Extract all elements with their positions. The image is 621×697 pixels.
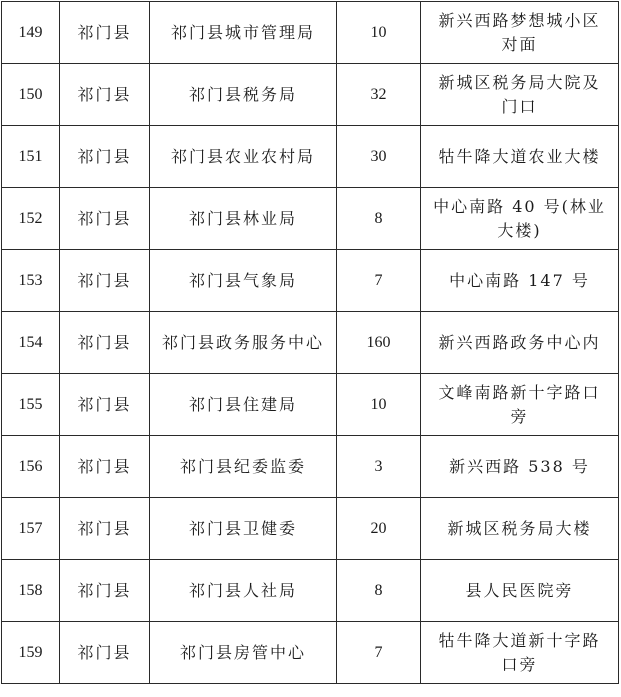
address-cell: 县人民医院旁 (421, 560, 619, 622)
row-number: 149 (2, 2, 60, 64)
row-number: 157 (2, 498, 60, 560)
address-cell: 中心南路 147 号 (421, 250, 619, 312)
table-row (2, 498, 619, 560)
count-cell: 20 (337, 498, 421, 560)
unit-cell: 祁门县林业局 (150, 188, 337, 250)
address-cell: 牯牛降大道农业大楼 (421, 126, 619, 188)
county-cell: 祁门县 (60, 436, 150, 498)
county-cell: 祁门县 (60, 498, 150, 560)
table-body (2, 2, 619, 684)
row-number: 152 (2, 188, 60, 250)
row-number: 155 (2, 374, 60, 436)
address-cell: 牯牛降大道新十字路口旁 (421, 622, 619, 684)
row-number: 159 (2, 622, 60, 684)
address-cell: 文峰南路新十字路口旁 (421, 374, 619, 436)
count-cell: 8 (337, 188, 421, 250)
unit-cell: 祁门县气象局 (150, 250, 337, 312)
county-cell: 祁门县 (60, 2, 150, 64)
address-cell: 新城区税务局大楼 (421, 498, 619, 560)
table-row (2, 374, 619, 436)
row-number: 153 (2, 250, 60, 312)
table-row (2, 126, 619, 188)
county-cell: 祁门县 (60, 374, 150, 436)
count-cell: 30 (337, 126, 421, 188)
row-number: 154 (2, 312, 60, 374)
row-number: 151 (2, 126, 60, 188)
county-cell: 祁门县 (60, 126, 150, 188)
table-row (2, 2, 619, 64)
county-cell: 祁门县 (60, 188, 150, 250)
unit-cell: 祁门县城市管理局 (150, 2, 337, 64)
address-cell: 新城区税务局大院及门口 (421, 64, 619, 126)
table-row (2, 188, 619, 250)
unit-cell: 祁门县纪委监委 (150, 436, 337, 498)
table-row (2, 312, 619, 374)
address-cell: 新兴西路政务中心内 (421, 312, 619, 374)
unit-cell: 祁门县卫健委 (150, 498, 337, 560)
address-cell: 新兴西路 538 号 (421, 436, 619, 498)
count-cell: 10 (337, 374, 421, 436)
county-cell: 祁门县 (60, 250, 150, 312)
count-cell: 7 (337, 622, 421, 684)
count-cell: 32 (337, 64, 421, 126)
unit-cell: 祁门县住建局 (150, 374, 337, 436)
row-number: 150 (2, 64, 60, 126)
county-cell: 祁门县 (60, 312, 150, 374)
county-cell: 祁门县 (60, 560, 150, 622)
table-row (2, 560, 619, 622)
unit-cell: 祁门县税务局 (150, 64, 337, 126)
table-row (2, 250, 619, 312)
count-cell: 10 (337, 2, 421, 64)
address-cell: 中心南路 40 号(林业大楼) (421, 188, 619, 250)
table-row (2, 64, 619, 126)
county-cell: 祁门县 (60, 622, 150, 684)
table-row (2, 622, 619, 684)
unit-cell: 祁门县房管中心 (150, 622, 337, 684)
parking-table (1, 1, 619, 684)
unit-cell: 祁门县农业农村局 (150, 126, 337, 188)
row-number: 158 (2, 560, 60, 622)
address-cell: 新兴西路梦想城小区对面 (421, 2, 619, 64)
count-cell: 8 (337, 560, 421, 622)
table-row (2, 436, 619, 498)
row-number: 156 (2, 436, 60, 498)
count-cell: 3 (337, 436, 421, 498)
unit-cell: 祁门县政务服务中心 (150, 312, 337, 374)
unit-cell: 祁门县人社局 (150, 560, 337, 622)
county-cell: 祁门县 (60, 64, 150, 126)
count-cell: 7 (337, 250, 421, 312)
count-cell: 160 (337, 312, 421, 374)
